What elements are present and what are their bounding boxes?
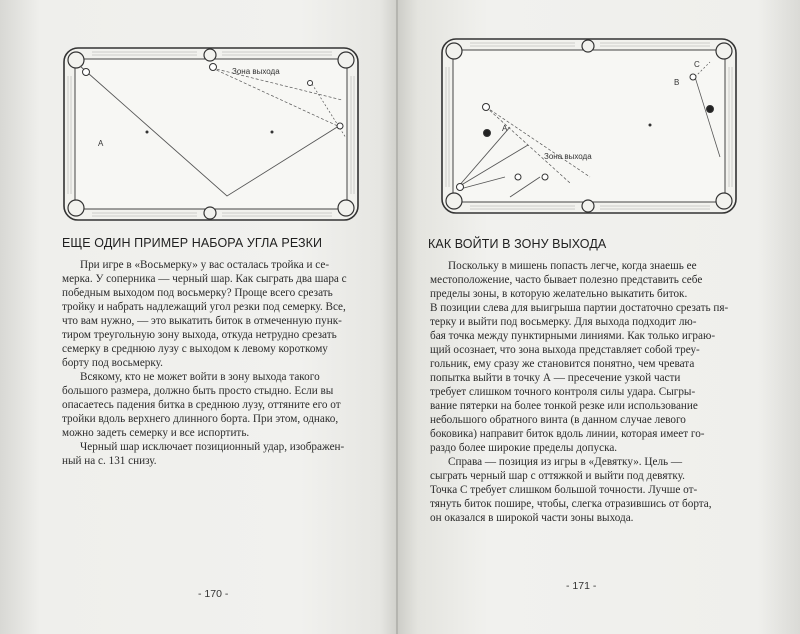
text-line: требует слишком точного контроля силы удара. Сыгры- [430, 386, 696, 398]
text-line: большого размера, должно быть просто стыдно. Если вы [62, 385, 334, 397]
text-line: семерку в среднюю лузу с выходом к левому короткому [62, 343, 328, 355]
text-line: бая точка между пунктирными линиями. Как только играю- [430, 330, 716, 342]
text-line: тянуть биток пошире, чтобы, слегка отразившись от борта, [430, 498, 712, 510]
text-line: щий осознает, что зона выхода представляет собой треу- [430, 344, 700, 356]
text-line: тройку и набрать надлежащий угол резки под семерку. Все, [62, 301, 346, 313]
text-line: победным выходом под восьмерку? Проще всего срезать [62, 287, 333, 299]
text-line: Поскольку в мишень попасть легче, когда знаешь ее [448, 260, 697, 272]
text-line: раздо более широкие пределы допуска. [430, 442, 618, 454]
text-line: тиром треугольную зону выхода, откуда нетрудно срезать [62, 329, 337, 341]
right-label-b: B [674, 78, 680, 87]
right-zone-label: Зона выхода [544, 152, 592, 161]
text-line: При игре в «Восьмерку» у вас осталась тройка и се- [80, 259, 330, 271]
text-line: Точка С требует слишком большой точности. Лучше от- [430, 484, 698, 496]
text-line: что вам нужно, — это выкатить биток в отмеченную пунк- [62, 315, 342, 327]
text-line: Справа — позиция из игры в «Девятку». Цель — [448, 456, 683, 468]
text-line: тройки вдоль верхнего длинного борта. При этом, однако, [62, 413, 339, 425]
text-line: попытка выйти в точку А — пресечение узкой части [430, 372, 681, 384]
text-line: можно задеть семерку и все испортить. [62, 427, 250, 439]
text-line: Всякому, кто не может войти в зону выхода такого [80, 371, 320, 383]
text-line: ный на с. 131 снизу. [62, 455, 157, 467]
left-page [0, 0, 398, 634]
text-line: гольник, ему сразу же становится понятно, чем чревата [430, 358, 695, 370]
text-line: сыграть черный шар с оттяжкой и выйти под девятку. [430, 470, 685, 482]
right-label-a: A [502, 124, 508, 133]
left-page-number: - 170 - [198, 588, 229, 600]
text-line: В позиции слева для выигрыша партии достаточно срезать пя- [430, 302, 729, 314]
right-page-number: - 171 - [566, 580, 597, 592]
text-line: опасаетесь падения битка в среднюю лузу, оттяните его от [62, 399, 341, 411]
text-line: небольшого обратного винта (в данном случае левого [430, 414, 686, 426]
right-page [398, 0, 800, 634]
text-line: терку и выйти под восьмерку. Для выхода подходит лю- [430, 316, 697, 328]
right-heading: КАК ВОЙТИ В ЗОНУ ВЫХОДА [428, 237, 607, 251]
right-label-c: C [694, 60, 700, 69]
left-table-diagram [62, 46, 362, 224]
left-heading: ЕЩЕ ОДИН ПРИМЕР НАБОРА УГЛА РЕЗКИ [62, 236, 323, 250]
left-zone-label: Зона выхода [232, 67, 280, 76]
text-line: местоположение, часто бывает полезно представить себе [430, 274, 703, 286]
left-point-label: А [98, 139, 104, 148]
left-body-text [62, 258, 347, 468]
right-body-text [430, 259, 728, 525]
text-line: борту под восьмерку. [62, 357, 163, 369]
right-table-diagram [440, 37, 740, 217]
text-line: боковика) направит биток вдоль линии, которая имеет го- [430, 428, 705, 440]
text-line: он оказался в широкой части зоны выхода. [430, 512, 634, 524]
text-line: мерка. У соперника — черный шар. Как сыграть два шара с [62, 273, 347, 285]
text-line: Черный шар исключает позиционный удар, изображен- [80, 441, 345, 453]
text-line: вание пятерки на более тонкой резке или использование [430, 400, 698, 412]
text-line: пределы зоны, в которую желательно выкатить биток. [430, 288, 688, 300]
